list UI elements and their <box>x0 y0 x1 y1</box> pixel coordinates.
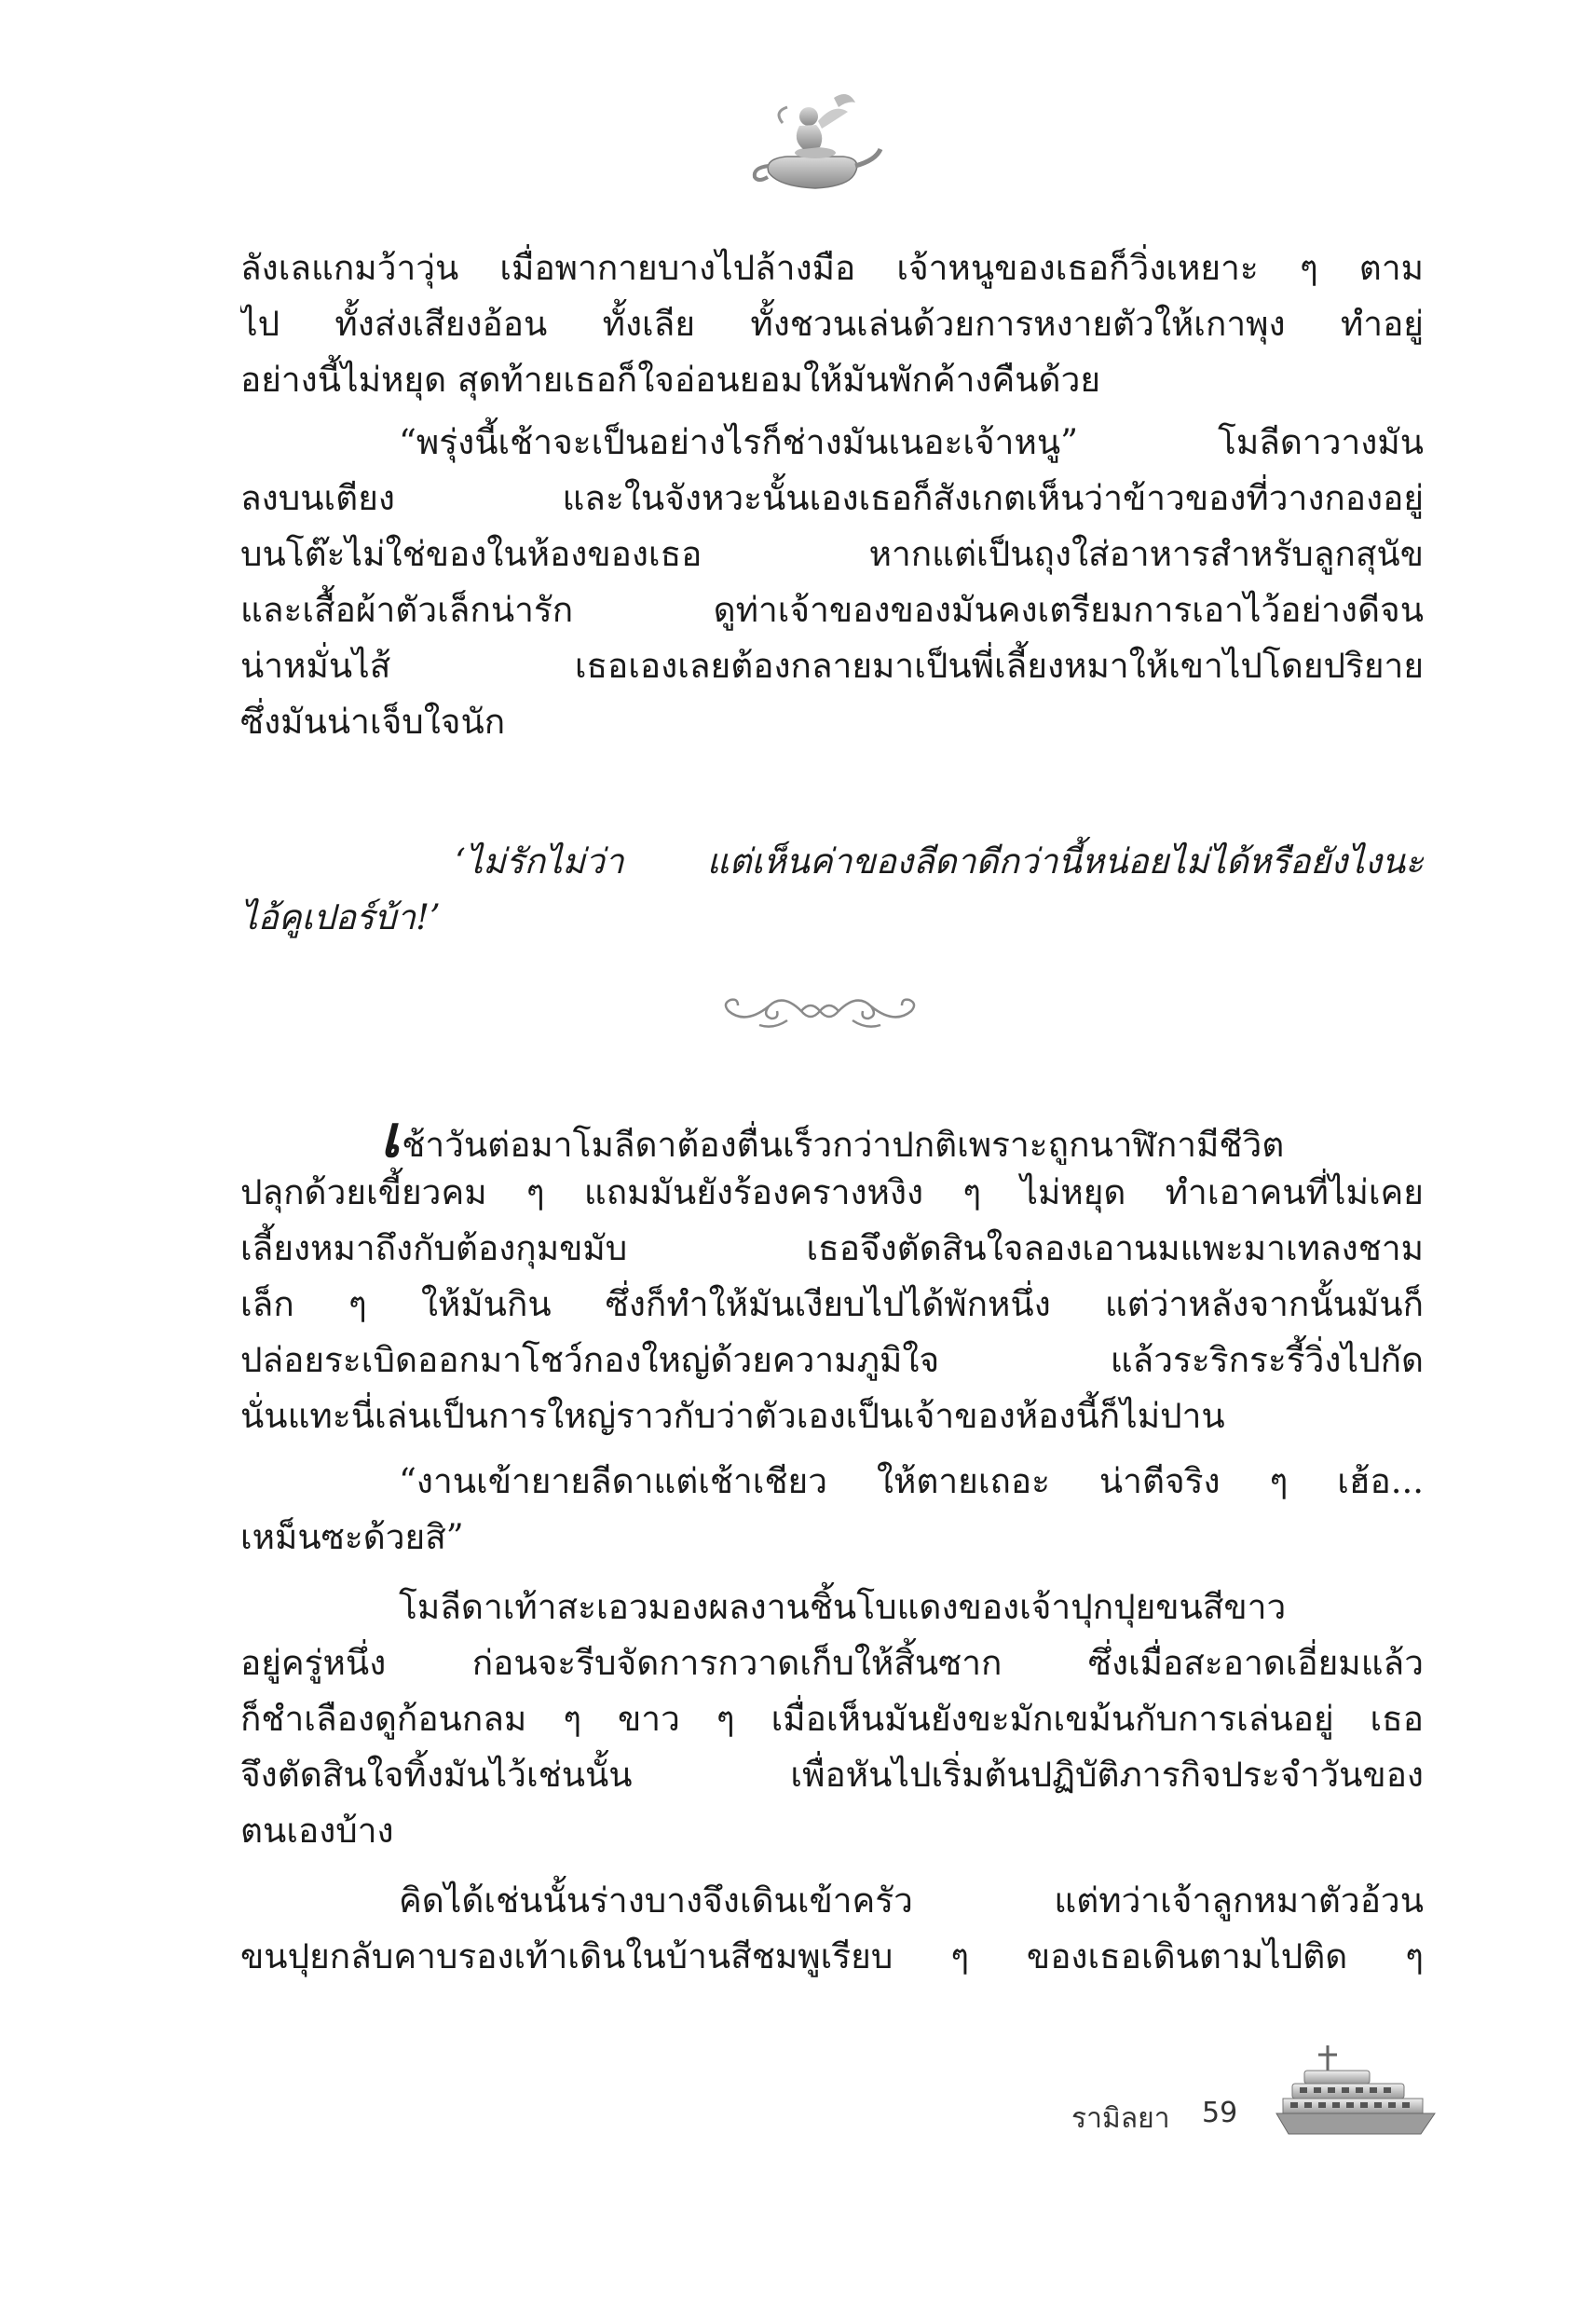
text-line: ลังเลแกมว้าวุ่น เมื่อพากายบางไปล้างมือ เจ้าหนูของเธอก็วิ่งเหยาะ ๆ ตาม <box>240 248 1424 288</box>
paragraph-dialogue <box>240 415 1424 750</box>
text-line: ไอ้คูเปอร์บ้า!’ <box>240 897 441 937</box>
text-line: นั่นแทะนี่เล่นเป็นการใหญ่ราวกับว่าตัวเองเป็นเจ้าของห้องนี้ก็ไม่ปาน <box>240 1396 1225 1436</box>
running-footer-book-title: รามิลยา <box>1071 2102 1170 2135</box>
text-line: เหม็นซะด้วยสิ” <box>240 1517 464 1557</box>
text-line: ไป ทั้งส่งเสียงอ้อน ทั้งเลีย ทั้งชวนเล่นด้วยการหงายตัวให้เกาพุง ทำอยู่ <box>240 304 1424 344</box>
text-line: เล็ก ๆ ให้มันกิน ซึ่งก็ทำให้มันเงียบไปได้พักหนึ่ง แต่ว่าหลังจากนั้นมันก็ <box>240 1284 1424 1324</box>
text-line: “พรุ่งนี้เช้าจะเป็นอย่างไรก็ช่างมันเนอะเจ้าหนู” โมลีดาวางมัน <box>399 422 1424 462</box>
paragraph-dialogue-2 <box>240 1454 1424 1566</box>
paragraph-morning <box>240 1109 1424 1444</box>
text-line: และเสื้อผ้าตัวเล็กน่ารัก ดูท่าเจ้าของของมันคงเตรียมการเอาไว้อย่างดีจน <box>240 590 1424 630</box>
text-line: อยู่ครู่หนึ่ง ก่อนจะรีบจัดการกวาดเก็บให้สิ้นซาก ซึ่งเมื่อสะอาดเอี่ยมแล้ว <box>240 1643 1424 1683</box>
drop-cap: เ <box>380 1109 401 1165</box>
text-line-rest: ช้าวันต่อมาโมลีดาต้องตื่นเร็วกว่าปกติเพราะถูกนาฬิกามีชีวิต <box>402 1125 1285 1165</box>
text-line: เลี้ยงหมาถึงกับต้องกุมขมับ เธอจึงตัดสินใจลองเอานมแพะมาเทลงชาม <box>240 1228 1424 1268</box>
paragraph-kitchen <box>240 1873 1424 1985</box>
text-line: ขนปุยกลับคาบรองเท้าเดินในบ้านสีชมพูเรียบ ๆ ของเธอเดินตามไปติด ๆ <box>240 1936 1424 1976</box>
italic-quote <box>240 834 1424 946</box>
text-line: ลงบนเตียง และในจังหวะนั้นเองเธอก็สังเกตเห็นว่าข้าวของที่วางกองอยู่ <box>240 478 1424 518</box>
page-number: 59 <box>1202 2097 1238 2129</box>
text-line: ปลุกด้วยเขี้ยวคม ๆ แถมมันยังร้องครางหงิง ๆ ไม่หยุด ทำเอาคนที่ไม่เคย <box>240 1172 1424 1212</box>
text-line: ก็ชำเลืองดูก้อนกลม ๆ ขาว ๆ เมื่อเห็นมันยังขะมักเขม้นกับการเล่นอยู่ เธอ <box>240 1699 1424 1739</box>
text-line: “งานเข้ายายลีดาแต่เช้าเชียว ให้ตายเถอะ น่าตีจริง ๆ เฮ้อ... <box>399 1461 1424 1501</box>
text-line: โมลีดาเท้าสะเอวมองผลงานชิ้นโบแดงของเจ้าปุกปุยขนสีขาว <box>399 1587 1287 1627</box>
text-line: ตนเองบ้าง <box>240 1811 394 1851</box>
paragraph-continuation <box>240 240 1424 408</box>
text-line: ซึ่งมันน่าเจ็บใจนัก <box>240 702 506 742</box>
scroll-flourish-divider-icon <box>717 983 922 1039</box>
cupid-teapot-ornament-icon <box>745 84 885 205</box>
text-line: ปล่อยระเบิดออกมาโชว์กองใหญ่ด้วยความภูมิใจ แล้วระริกระรี้วิ่งไปกัด <box>240 1340 1424 1380</box>
cruise-ship-icon <box>1272 2041 1439 2143</box>
text-line <box>240 1109 1424 1165</box>
text-line: คิดได้เช่นนั้นร่างบางจึงเดินเข้าครัว แต่ทว่าเจ้าลูกหมาตัวอ้วน <box>399 1880 1424 1921</box>
text-line: อย่างนี้ไม่หยุด สุดท้ายเธอก็ใจอ่อนยอมให้มันพักค้างคืนด้วย <box>240 360 1101 400</box>
text-line: ‘ไม่รักไม่ว่า แต่เห็นค่าของลีดาดีกว่านี้หน่อยไม่ได้หรือยังไงนะ <box>455 841 1424 882</box>
text-line: บนโต๊ะไม่ใช่ของในห้องของเธอ หากแต่เป็นถุงใส่อาหารสำหรับลูกสุนัข <box>240 534 1424 574</box>
paragraph-cleanup <box>240 1579 1424 1859</box>
text-line: จึงตัดสินใจทิ้งมันไว้เช่นนั้น เพื่อหันไปเริ่มต้นปฏิบัติภารกิจประจำวันของ <box>240 1755 1424 1795</box>
text-line: น่าหมั่นไส้ เธอเองเลยต้องกลายมาเป็นพี่เลี้ยงหมาให้เขาไปโดยปริยาย <box>240 646 1424 686</box>
